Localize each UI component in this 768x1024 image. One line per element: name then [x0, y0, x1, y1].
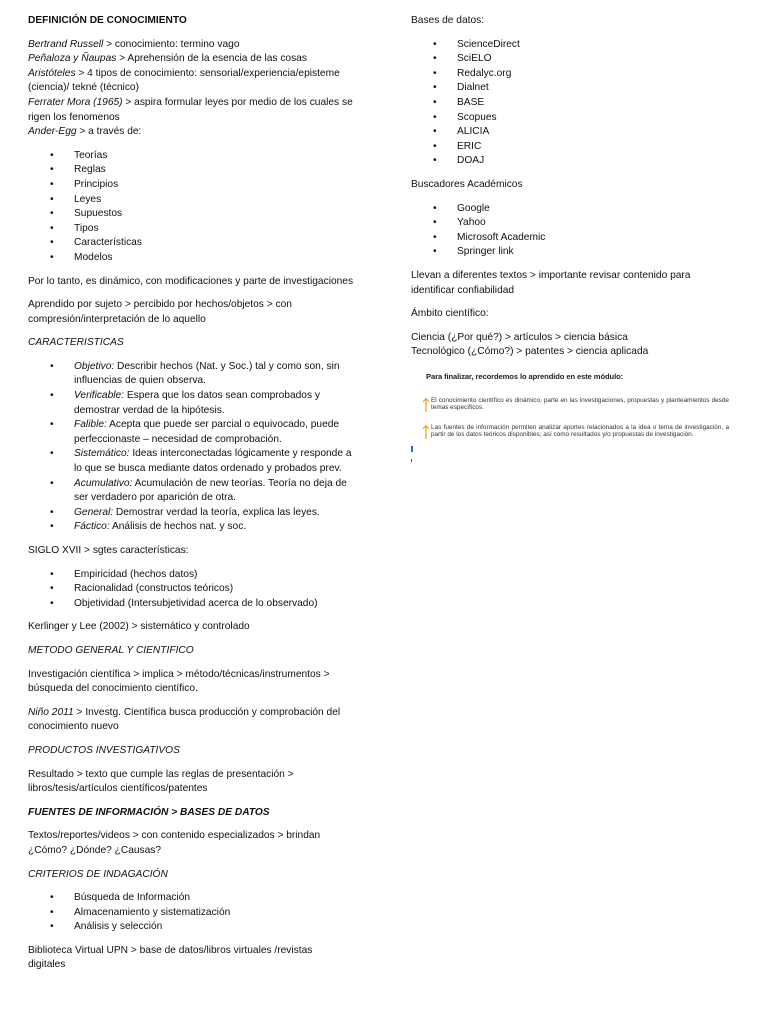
- ambito-paragraph: Ciencia (¿Por qué?) > artículos > ciencia básica Tecnológico (¿Cómo?) > patentes > ciencia aplicada: [411, 331, 649, 358]
- right-column: [411, 14, 741, 470]
- list-item: • Principios: [74, 178, 373, 193]
- section-title-caracteristicas: CARACTERISTICAS: [28, 337, 124, 349]
- section-title-definicion: DEFINICIÓN DE CONOCIMIENTO: [28, 15, 187, 26]
- summary-item: El conocimiento científico es dinámico, parte en las investigaciones, propuestas y planteamientos desde temas específicos.: [421, 397, 729, 412]
- llevan-paragraph: Llevan a diferentes textos > importante revisar contenido para identificar confiabilidad: [411, 269, 691, 296]
- buscadores-list: [411, 202, 741, 260]
- list-item: • Dialnet: [457, 81, 741, 96]
- list-item: • Acumulativo: Acumulación de new teorías. Teoría no deja de ser verdadero por aparición de otra.: [74, 477, 373, 506]
- summary-item: Las fuentes de información permiten analizar aportes relacionados a la idea o tema de investigación, a partir de los datos teóricos disponibles; así como resultados y/o propuestas de investigación.: [421, 424, 729, 439]
- list-item: • Supuestos: [74, 207, 373, 222]
- criterios-list: [28, 891, 373, 935]
- list-item: • Objetivo: Describir hechos (Nat. y Soc.) tal y como son, sin influencias de quien observa.: [74, 360, 373, 389]
- list-item: • Búsqueda de Información: [74, 891, 373, 906]
- list-item: • DOAJ: [457, 154, 741, 169]
- bases-list: [411, 38, 741, 169]
- section-title-metodo: METODO GENERAL Y CIENTIFICO: [28, 644, 194, 656]
- investigacion-paragraph: Investigación científica > implica > método/técnicas/instrumentos > búsqueda del conocimiento científico.: [28, 668, 330, 695]
- section-title-criterios: CRITERIOS DE INDAGACIÓN: [28, 868, 168, 880]
- section-title-productos: PRODUCTOS INVESTIGATIVOS: [28, 744, 180, 756]
- summary-image: [411, 370, 731, 470]
- nino-paragraph: Niño 2011 > Investg. Científica busca producción y comprobación del conocimiento nuevo: [28, 706, 341, 733]
- intro-line: Peñaloza y Ñaupas > Aprehensión de la esencia de las cosas: [28, 53, 307, 65]
- list-item: • Reglas: [74, 163, 373, 178]
- list-item: • Google: [457, 202, 741, 217]
- arrow-up-icon: [421, 397, 431, 413]
- via-list: [28, 149, 373, 266]
- list-item: • Redalyc.org: [457, 67, 741, 82]
- list-item: • Empiricidad (hechos datos): [74, 568, 373, 583]
- list-item: • Falible: Acepta que puede ser parcial o equivocado, puede perfeccionaste – necesidad de comprobación.: [74, 418, 373, 447]
- textos-paragraph: Textos/reportes/videos > con contenido especializados > brindan ¿Cómo? ¿Dónde? ¿Causas?: [28, 830, 321, 856]
- intro-line: Bertrand Russell > conocimiento: termino vago: [28, 38, 240, 50]
- list-item: • Modelos: [74, 251, 373, 266]
- intro-line: Ander-Egg > a través de:: [28, 126, 142, 138]
- list-item: • ALICIA: [457, 125, 741, 140]
- list-item: • General: Demostrar verdad la teoría, explica las leyes.: [74, 506, 373, 521]
- intro-line: Aristóteles > 4 tipos de conocimiento: sensorial/experiencia/episteme (ciencia)/ tekné (técnico): [28, 67, 340, 94]
- list-item: • ERIC: [457, 140, 741, 155]
- summary-title: Para finalizar, recordemos lo aprendido en este módulo:: [426, 371, 624, 381]
- list-item: • Almacenamiento y sistematización: [74, 906, 373, 921]
- list-item: • Sistemático: Ideas interconectadas lógicamente y responde a lo que se busca mediante datos ordenado y probados prev.: [74, 447, 373, 476]
- kerlinger-paragraph: Kerlinger y Lee (2002) > sistemático y controlado: [28, 621, 250, 633]
- left-column: [28, 14, 373, 982]
- biblioteca-paragraph: Biblioteca Virtual UPN > base de datos/libros virtuales /revistas digitales: [28, 944, 313, 971]
- list-item: • ScienceDirect: [457, 38, 741, 53]
- list-item: • Leyes: [74, 193, 373, 208]
- characteristics-list: [28, 360, 373, 535]
- arrow-up-icon: [421, 424, 431, 440]
- bases-title: Bases de datos:: [411, 15, 485, 26]
- list-item: • Teorías: [74, 149, 373, 164]
- list-item: • Springer link: [457, 245, 741, 260]
- list-item: • SciELO: [457, 52, 741, 67]
- list-item: • Tipos: [74, 222, 373, 237]
- buscadores-title: Buscadores Académicos: [411, 178, 523, 190]
- dot-mark-icon: [411, 459, 412, 462]
- list-item: • Objetividad (Intersubjetividad acerca de lo observado): [74, 597, 373, 612]
- section-title-fuentes: FUENTES DE INFORMACIÓN > BASES DE DATOS: [28, 806, 270, 818]
- list-item: • BASE: [457, 96, 741, 111]
- list-item: • Microsoft Academic: [457, 231, 741, 246]
- list-item: • Yahoo: [457, 216, 741, 231]
- list-item: • Características: [74, 236, 373, 251]
- list-item: • Racionalidad (constructos teóricos): [74, 582, 373, 597]
- list-item: • Análisis y selección: [74, 920, 373, 935]
- list-item: • Fáctico: Análisis de hechos nat. y soc.: [74, 520, 373, 535]
- list-item: • Verificable: Espera que los datos sean comprobados y demostrar verdad de la hipótesis.: [74, 389, 373, 418]
- siglo-list: [28, 568, 373, 612]
- intro-line: Ferrater Mora (1965) > aspira formular leyes por medio de los cuales se rigen los fenomenos: [28, 96, 353, 123]
- intro-block: [28, 38, 373, 140]
- blue-mark-icon: [411, 446, 413, 452]
- dynamic-paragraph: Por lo tanto, es dinámico, con modificaciones y parte de investigaciones: [28, 275, 354, 287]
- siglo-paragraph: SIGLO XVII > sgtes características:: [28, 545, 189, 556]
- resultado-paragraph: Resultado > texto que cumple las reglas de presentación > libros/tesis/artículos científicos/patentes: [28, 768, 294, 795]
- list-item: • Scopues: [457, 111, 741, 126]
- learned-paragraph: Aprendido por sujeto > percibido por hechos/objetos > con compresión/interpretación de lo aquello: [28, 299, 292, 325]
- ambito-title: Ámbito científico:: [411, 308, 489, 320]
